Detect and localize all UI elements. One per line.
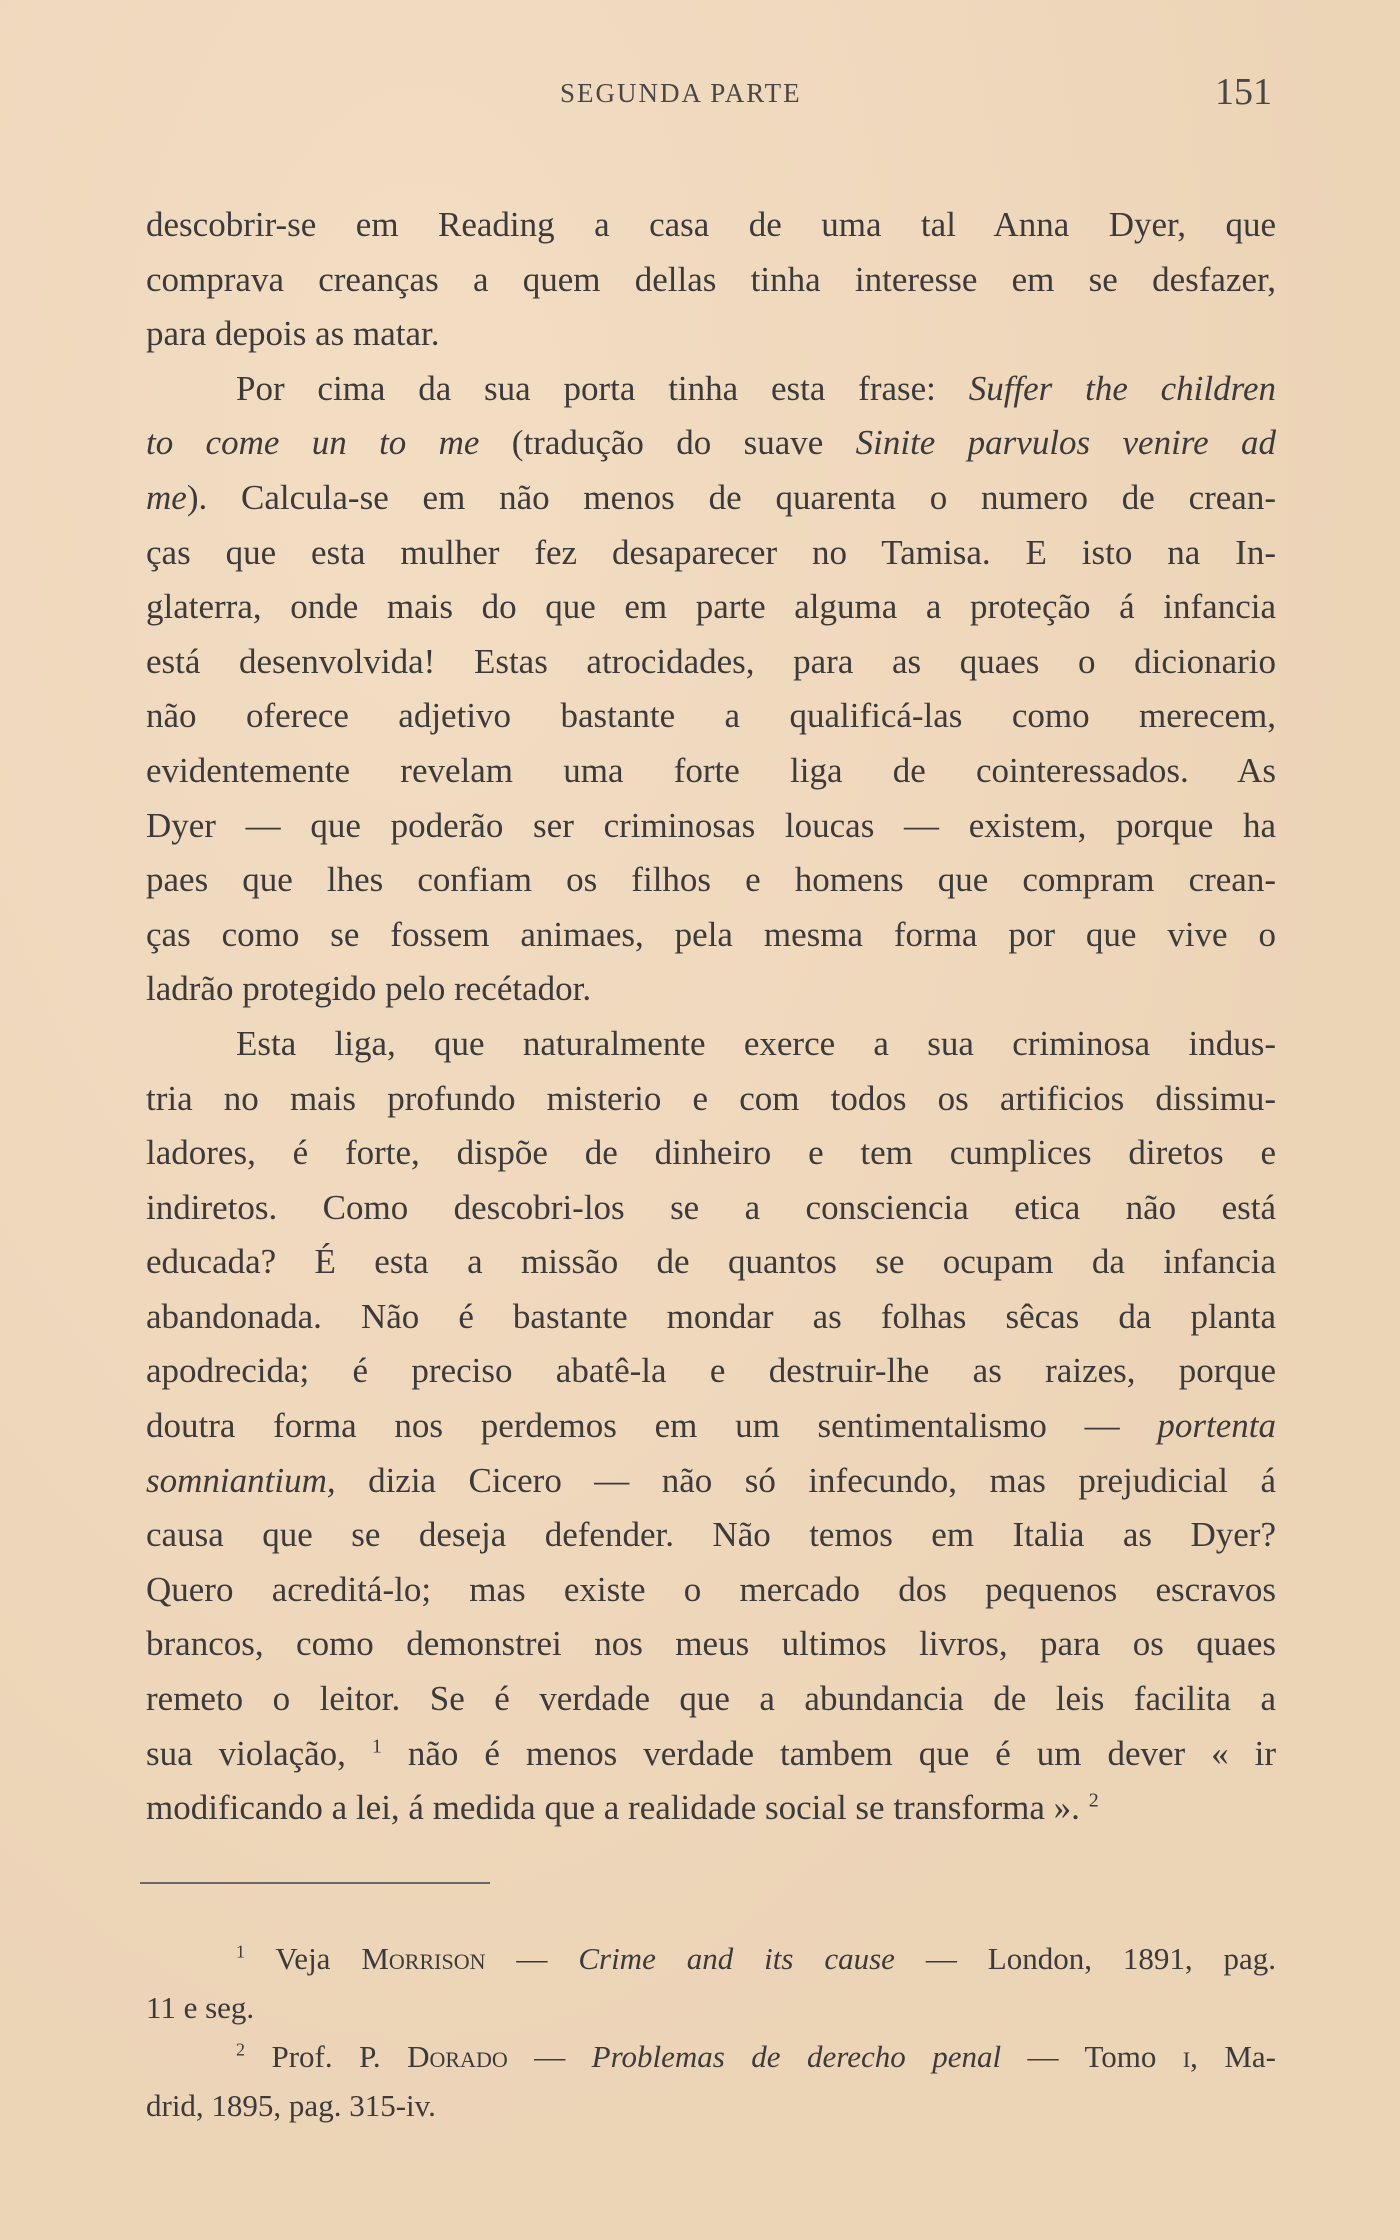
text-line: sua violação, $^1$ não é menos verdade tambem que é um dever « ir: [146, 1733, 1276, 1773]
text-line: educada? É esta a missão de quantos se ocupam da infancia: [146, 1242, 1276, 1282]
italic-phrase: to come un to me: [146, 423, 480, 463]
text-line: ladrão protegido pelo recétador.: [146, 969, 592, 1009]
text-line: Quero acreditá-lo; mas existe o mercado dos pequenos escravos: [146, 1569, 1276, 1609]
text-line: indiretos. Como descobri-los se a consciencia etica não está: [146, 1187, 1276, 1227]
footnote-ref[interactable]: 2: [1088, 1789, 1099, 1812]
text-line: tria no mais profundo misterio e com todos os artificios dissimu-: [146, 1078, 1276, 1118]
footnote-marker: 2: [236, 2039, 245, 2060]
text-line: causa que se deseja defender. Não temos em Italia as Dyer?: [146, 1515, 1276, 1555]
text-line: evidentemente revelam uma forte liga de cointeressados. As: [146, 750, 1276, 790]
footnote-marker: 1: [236, 1941, 245, 1962]
italic-phrase: Sinite parvulos venire ad: [855, 423, 1276, 463]
text-line: ças que esta mulher fez desaparecer no Tamisa. E isto na In-: [146, 532, 1276, 572]
text-line: descobrir-se em Reading a casa de uma tal Anna Dyer, que: [146, 205, 1276, 244]
text-line: modificando a lei, á medida que a realidade social se transforma ». $^2$: [146, 1788, 1099, 1828]
text-line: Dyer — que poderão ser criminosas loucas — existem, porque ha: [146, 805, 1276, 845]
italic-phrase: Suffer the children: [968, 368, 1276, 408]
text-line: remeto o leitor. Se é verdade que a abundancia de leis facilita a: [146, 1679, 1276, 1719]
text-line: está desenvolvida! Estas atrocidades, para as quaes o dicionario: [146, 641, 1276, 681]
text-line: doutra forma nos perdemos em um sentimentalismo — portenta: [146, 1406, 1276, 1446]
text-line: para depois as matar.: [146, 314, 440, 354]
text-line: ladores, é forte, dispõe de dinheiro e tem cumplices diretos e: [146, 1133, 1276, 1173]
text-line: abandonada. Não é bastante mondar as folhas sêcas da planta: [146, 1296, 1276, 1336]
text-line: glaterra, onde mais do que em parte alguma a proteção á infancia: [146, 587, 1276, 627]
text-line: brancos, como demonstrei nos meus ultimos livros, para os quaes: [146, 1624, 1276, 1664]
footnote-2: $^2$ Prof. P. Dorado — Problemas de derecho penal — Tomo i, Ma-: [236, 2039, 1276, 2074]
text-line: somniantium, dizia Cicero — não só infecundo, mas prejudicial á: [146, 1460, 1276, 1500]
text-line: Por cima da sua porta tinha esta frase: Suffer the children: [236, 368, 1276, 408]
footnote-2-cont: drid, 1895, pag. 315-iv.: [146, 2088, 436, 2123]
footnote-1-cont: 11 e seg.: [146, 1990, 255, 2025]
text-line: paes que lhes confiam os filhos e homens que compram crean-: [146, 860, 1276, 900]
page-number: 151: [1215, 71, 1272, 113]
footnote-ref[interactable]: 1: [371, 1734, 382, 1757]
footnotes: [146, 1934, 1276, 2130]
footnote-rule: [140, 1882, 490, 1884]
text-line: apodrecida; é preciso abatê-la e destruir-lhe as raizes, porque: [146, 1351, 1276, 1391]
italic-phrase: me: [146, 477, 187, 517]
text-line: to come un to me (tradução do suave Sinite parvulos venire ad: [146, 423, 1276, 463]
italic-phrase: somniantium,: [146, 1460, 336, 1500]
body-text: [146, 198, 1276, 1836]
text-line: me). Calcula-se em não menos de quarenta o numero de crean-: [146, 477, 1276, 517]
italic-phrase: portenta: [1157, 1406, 1276, 1446]
footnote-1: $^1$ Veja Morrison — Crime and its cause — London, 1891, pag.: [236, 1941, 1276, 1976]
text-line: não oferece adjetivo bastante a qualificá-las como merecem,: [146, 696, 1276, 736]
running-head: SEGUNDA PARTE: [560, 78, 802, 108]
text-line: comprava creanças a quem dellas tinha interesse em se desfazer,: [146, 259, 1276, 299]
text-line: ças como se fossem animaes, pela mesma forma por que vive o: [146, 914, 1276, 954]
text-line: Esta liga, que naturalmente exerce a sua criminosa indus-: [236, 1023, 1276, 1063]
